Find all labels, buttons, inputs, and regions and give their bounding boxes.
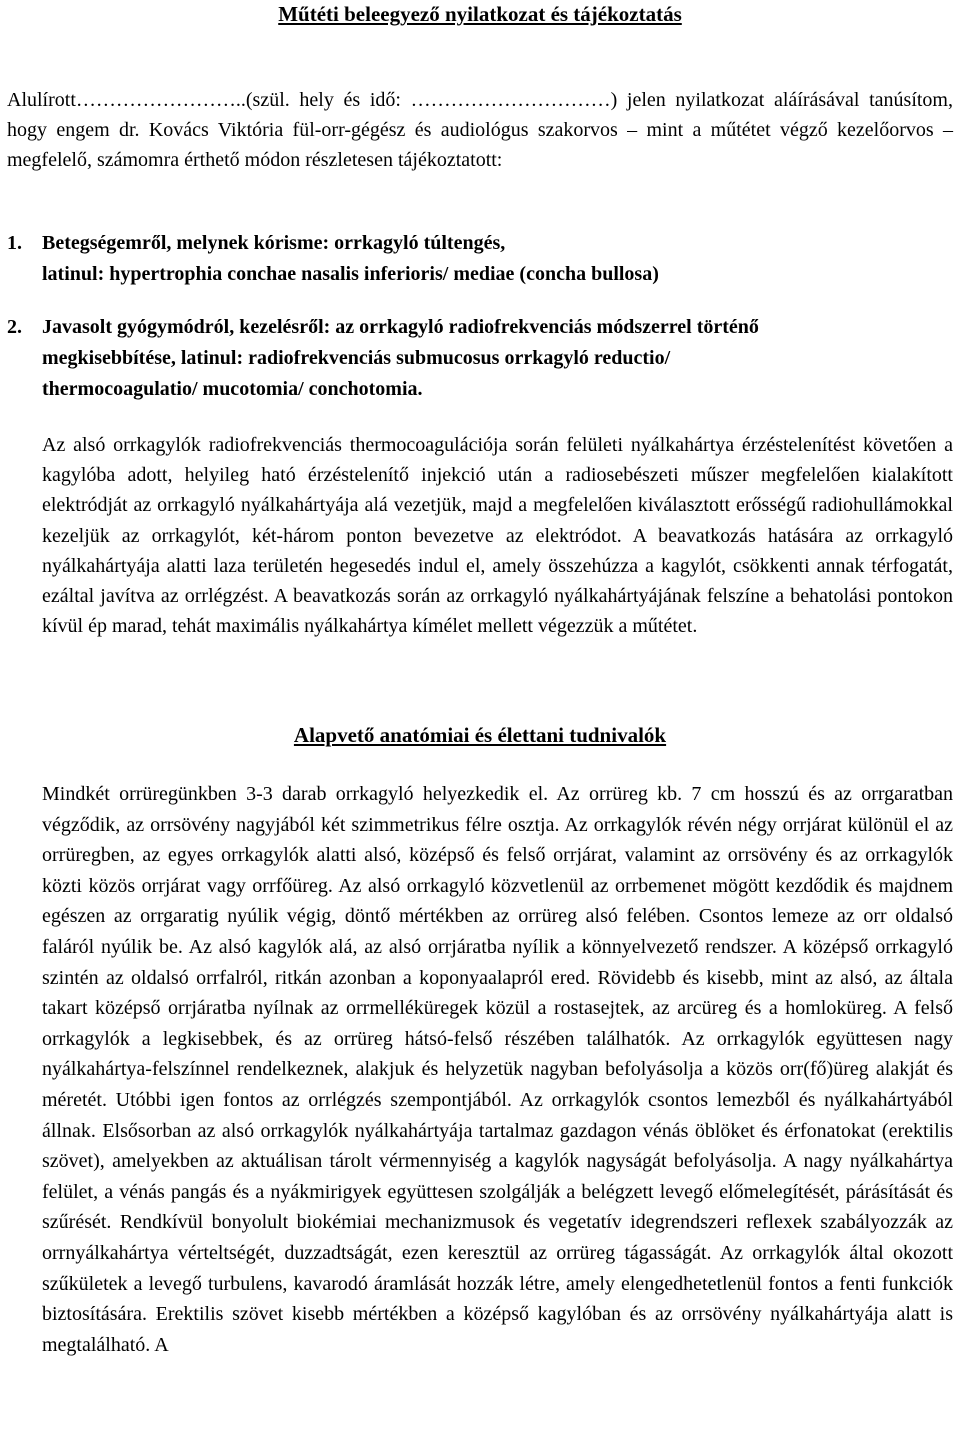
procedure-paragraph: Az alsó orrkagylók radiofrekvenciás thermocoagulációja során felületi nyálkahártya érzéstelenítést követően a kagylóba adott, helyileg ható érzéstelenítő injekció után a radiosebészeti műszer megfelelően kialakított elektródját az orrkagyló nyálkahártyája alá vezetjük, majd a megfelelően kiválasztott erősségű radiohullámokkal kezeljük az orrkagylót, két-három ponton bevezetve az elektródot. A beavatkozás hatására az orrkagyló nyálkahártyája alatti laza területén hegesedés indul el, amely összehúzza a kagylót, csökkenti annak térfogatát, ezáltal javítva az orrlégzést. A beavatkozás során az orrkagyló nyálkahártyájának felszíne a behatolási pontokon kívül ép marad, tehát maximális nyálkahártya kímélet mellett végezzük a műtétet. <box>42 434 953 638</box>
numbered-item-2 <box>7 312 953 405</box>
item-line: megkisebbítése, latinul: radiofrekvenciás submucosus orrkagyló reductio/ <box>42 347 671 369</box>
document-title: Műtéti beleegyező nyilatkozat és tájékoztatás <box>278 2 682 26</box>
anatomy-paragraph: Mindkét orrüregünkben 3-3 darab orrkagyló helyezkedik el. Az orrüreg kb. 7 cm hosszú és az orrgaratban végződik, az orrsövény nagyjából két szimmetrikus félre osztja. Az orrkagylók révén négy orrjárat különül el az orrüregben, az egyes orrkagylók alatti alsó, középső és felső orrjárat, valamint az orrsövény és az orrkagylók közti közös orrjárat vagy orrfőüreg. Az alsó orrkagyló közvetlenül az orrbemenet mögött kezdődik és majdnem egészen az orrgaratig nyúlik végig, döntő mértékben az orrüreg alsó felében. Csontos lemeze az orr oldalsó faláról nyúlik be. Az alsó kagylók alá, az alsó orrjáratba nyílik a könnyelvezető rendszer. A középső orrkagyló szintén az oldalsó orrfalról, ritkán azonban a koponyaalapról ered. Rövidebb és kisebb, mint az alsó, az általa takart középső orrjáratba nyílnak az orrmelléküregek közül a rostasejtek, az arcüreg és a homloküreg. A felső orrkagylók a legkisebbek, és az orrüreg hátsó-felső részében találhatók. Az orrkagylók együttesen nagy nyálkahártya-felszínnel rendelkeznek, alakjuk és helyzetük nagyban befolyásolja a közös orr(fő)üreg alakját és méretét. Utóbbi igen fontos az orrlégzés szempontjából. Az orrkagylók csontos lemezből és nyálkahártyából állnak. Elsősorban az alsó orrkagylók nyálkahártyája tartalmaz gazdagon vénás öblöket és érfonatokat (erektilis szövet), amelyekben az aktuálisan tárolt vérmennyiség a kagylók nagyságát befolyásolja. A nagy nyálkahártya felület, a vénás pangás és a nyákmirigyek együttesen szolgálják a belégzett levegő előmelegítését, párásítását és szűrését. Rendkívül bonyolult biokémiai mechanizmusok és vegetatív idegrendszeri reflexek szabályozzák az orrnyálkahártya vérteltségét, duzzadtságát, ezen keresztül az orrüreg tágasságát. Az orrkagylók által okozott szűkületek a levegő turbulens, kavarodó áramlását hozzák létre, amely elengedhetetlenül fontos a fenti funkciók biztosítására. Erektilis szövet kisebb mértékben a középső kagylóban és az orrsövény nyálkahártyája alatt is megtalálható. A <box>42 783 953 1356</box>
item-line: thermocoagulatio/ mucotomia/ conchotomia. <box>42 378 423 400</box>
intro-paragraph: Alulírott……………………..(szül. hely és idő: …………………………) jelen nyilatkozat aláírásával tanúsítom, hogy engem dr. Kovács Viktória fül-orr-gégész és audiológus szakorvos – mint a műtétet végző kezelőorvos – megfelelő, számomra érthető módon részletesen tájékoztatott: <box>7 89 953 171</box>
item-number: 2. <box>7 316 22 338</box>
anatomy-heading: Alapvető anatómiai és élettani tudnivalók <box>293 723 667 747</box>
numbered-item-1 <box>7 228 953 290</box>
item-line: Javasolt gyógymódról, kezelésről: az orrkagyló radiofrekvenciás módszerrel történő <box>42 316 759 338</box>
item-line: Betegségemről, melynek kórisme: orrkagyló túltengés, <box>42 232 506 254</box>
item-line: latinul: hypertrophia conchae nasalis inferioris/ mediae (concha bullosa) <box>42 263 659 285</box>
item-number: 1. <box>7 232 22 254</box>
